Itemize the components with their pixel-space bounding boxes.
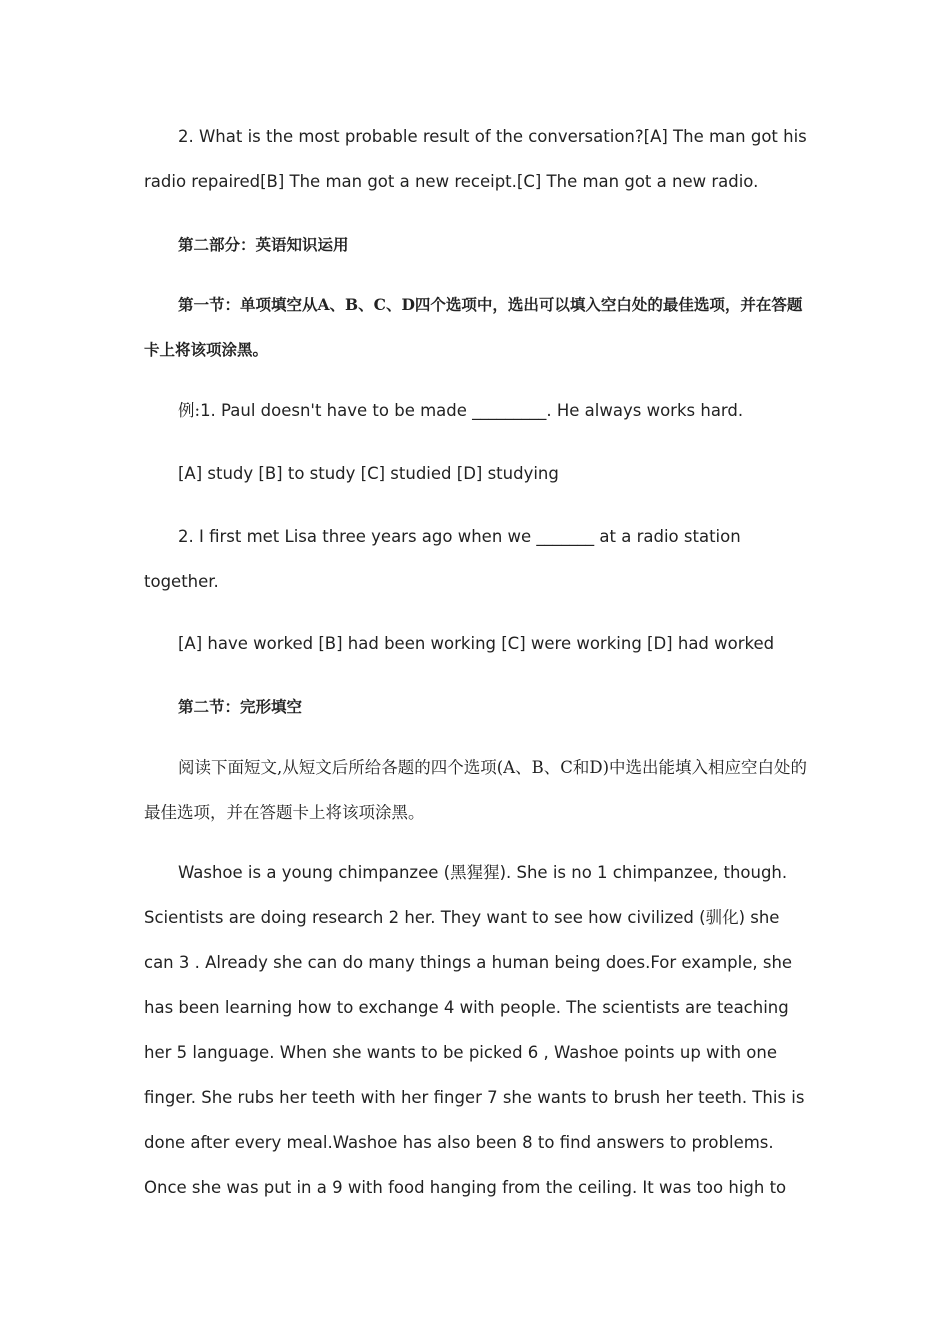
example-label: 例: — [178, 401, 201, 420]
cloze-passage — [144, 850, 810, 1210]
part2-title: 第二部分：英语知识运用 — [178, 235, 349, 254]
passage-part-1: Washoe is a young chimpanzee ( — [178, 863, 451, 882]
section1-instruction: 第一节：单项填空从A、B、C、D四个选项中，选出可以填入空白处的最佳选项，并在答题卡上将该项涂黑。 — [144, 295, 803, 359]
cloze-instruction: 阅读下面短文,从短文后所给各题的四个选项(A、B、C和D)中选出能填入相应空白处的最佳选项，并在答题卡上将该项涂黑。 — [144, 758, 808, 822]
example-question — [144, 388, 810, 433]
section2-title: 第二节：完形填空 — [178, 697, 303, 716]
grammar-question-2-options: [A] have worked [B] had been working [C] were working [D] had worked — [178, 634, 775, 653]
passage-part-3: ) she can 3 . Already she can do many things a human being does.For example, she has been learning how to exchange 4 with people. The scientists are teaching her 5 language. When she wants to be picked 6 , Washoe points up with one finger. She rubs her teeth with her finger 7 she wants to brush her teeth. This is done after every meal.Washoe has also been 8 to find answers to problems. Once she was put in a 9 with food hanging from the ceiling. It was too high to — [144, 908, 805, 1197]
passage-part-2: ). She is no 1 chimpanzee, though. Scientists are doing research 2 her. They want to see how civilized ( — [144, 863, 788, 927]
passage-gloss-1: 黑猩猩 — [450, 863, 500, 882]
passage-gloss-2: 驯化 — [705, 908, 739, 927]
example-options: [A] study [B] to study [C] studied [D] studying — [178, 464, 559, 483]
grammar-question-2: 2. I first met Lisa three years ago when we _______ at a radio station together. — [144, 527, 741, 591]
example-question-text: 1. Paul doesn't have to be made _________. He always works hard. — [200, 401, 744, 420]
listening-question-2: 2. What is the most probable result of the conversation?[A] The man got his radio repaired[B] The man got a new receipt.[C] The man got a new radio. — [144, 127, 807, 191]
